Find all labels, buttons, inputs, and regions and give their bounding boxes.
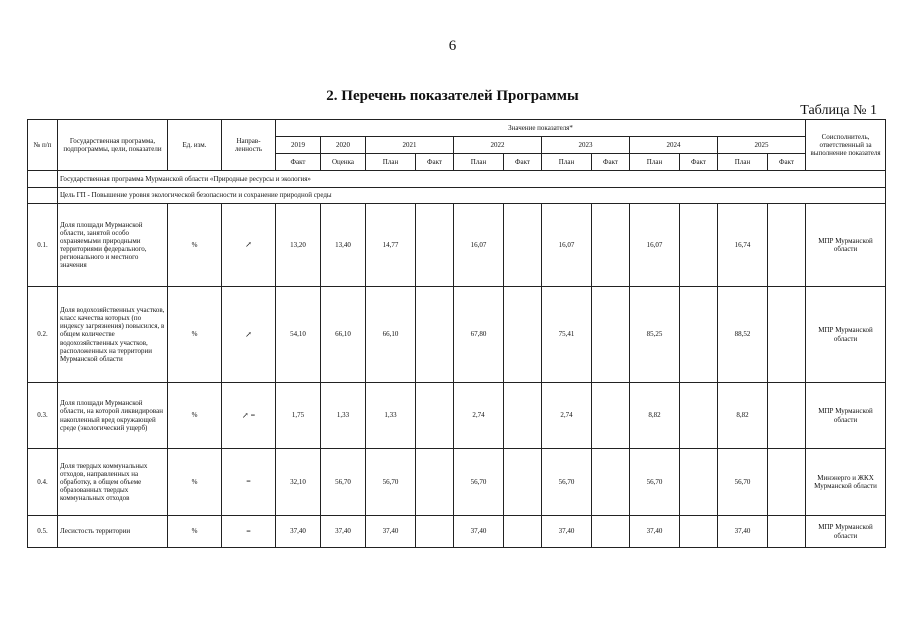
sub-2024-plan: План (630, 154, 680, 171)
row-direction-icon: ↗ (222, 204, 276, 287)
sub-2020-estimate: Оценка (321, 154, 366, 171)
header-responsible: Соисполнитель, ответственный за выполнение показателя (806, 120, 886, 171)
header-direction: Направ-ленность (222, 120, 276, 171)
cell-2022-fact (504, 287, 542, 383)
header-values-title: Значение показателя* (276, 120, 806, 137)
cell-2024-plan: 85,25 (630, 287, 680, 383)
sub-2019-fact: Факт (276, 154, 321, 171)
cell-2025-fact (768, 287, 806, 383)
row-direction-icon: ↗ (222, 287, 276, 383)
cell-2025-plan: 56,70 (718, 449, 768, 516)
year-2021: 2021 (366, 137, 454, 154)
program-row-text: Государственная программа Мурманской области «Природные ресурсы и экология» (58, 171, 886, 188)
cell-2022-fact (504, 449, 542, 516)
header-row-1 (28, 120, 886, 137)
indicators-table (27, 119, 886, 548)
row-num: 0.2. (28, 287, 58, 383)
cell-2023-plan: 16,07 (542, 204, 592, 287)
cell-2025-fact (768, 516, 806, 548)
row-direction-icon: = (222, 516, 276, 548)
row-num: 0.3. (28, 383, 58, 449)
row-unit: % (168, 449, 222, 516)
cell-2023-fact (592, 449, 630, 516)
cell-2025-plan: 8,82 (718, 383, 768, 449)
cell-2019-fact: 1,75 (276, 383, 321, 449)
row-direction-icon: = (222, 449, 276, 516)
cell-2020-estimate: 13,40 (321, 204, 366, 287)
cell-2020-estimate: 56,70 (321, 449, 366, 516)
cell-2021-plan: 37,40 (366, 516, 416, 548)
cell-2021-plan: 66,10 (366, 287, 416, 383)
cell-2019-fact: 32,10 (276, 449, 321, 516)
cell-2024-plan: 8,82 (630, 383, 680, 449)
row-num: 0.4. (28, 449, 58, 516)
sub-2024-fact: Факт (680, 154, 718, 171)
goal-row-num (28, 188, 58, 204)
table-row (28, 383, 886, 449)
table-row (28, 516, 886, 548)
cell-2021-fact (416, 287, 454, 383)
row-num: 0.5. (28, 516, 58, 548)
row-responsible: МПР Мурманской области (806, 204, 886, 287)
cell-2022-plan: 67,80 (454, 287, 504, 383)
row-num: 0.1. (28, 204, 58, 287)
cell-2024-plan: 37,40 (630, 516, 680, 548)
header-unit: Ед. изм. (168, 120, 222, 171)
row-direction-icon: ↗ = (222, 383, 276, 449)
cell-2022-plan: 2,74 (454, 383, 504, 449)
page-number: 6 (448, 38, 457, 54)
sub-2025-fact: Факт (768, 154, 806, 171)
cell-2024-plan: 16,07 (630, 204, 680, 287)
cell-2025-fact (768, 204, 806, 287)
cell-2025-fact (768, 449, 806, 516)
row-unit: % (168, 204, 222, 287)
table-row (28, 204, 886, 287)
goal-row (28, 188, 886, 204)
cell-2022-plan: 16,07 (454, 204, 504, 287)
cell-2024-fact (680, 383, 718, 449)
cell-2020-estimate: 37,40 (321, 516, 366, 548)
year-2023: 2023 (542, 137, 630, 154)
sub-2022-fact: Факт (504, 154, 542, 171)
sub-2021-plan: План (366, 154, 416, 171)
row-indicator-name: Доля твердых коммунальных отходов, направленных на обработку, в общем объеме образованных твердых коммунальных отходов (58, 449, 168, 516)
cell-2024-fact (680, 204, 718, 287)
cell-2023-fact (592, 516, 630, 548)
sub-2025-plan: План (718, 154, 768, 171)
cell-2019-fact: 54,10 (276, 287, 321, 383)
sub-2021-fact: Факт (416, 154, 454, 171)
cell-2019-fact: 13,20 (276, 204, 321, 287)
header-name: Государственная программа, подпрограммы, цели, показатели (58, 120, 168, 171)
cell-2023-fact (592, 204, 630, 287)
cell-2021-fact (416, 449, 454, 516)
cell-2024-fact (680, 449, 718, 516)
year-2019: 2019 (276, 137, 321, 154)
row-indicator-name: Доля водохозяйственных участков, класс качества которых (по индексу загрязнения) повысился, в общем количестве водохозяйственных участков, расположенных на территории Мурманской области (58, 287, 168, 383)
cell-2024-fact (680, 287, 718, 383)
row-responsible: МПР Мурманской области (806, 383, 886, 449)
row-indicator-name: Доля площади Мурманской области, занятой особо охраняемыми природными территориями федерального, регионального и местного значения (58, 204, 168, 287)
year-2024: 2024 (630, 137, 718, 154)
cell-2020-estimate: 66,10 (321, 287, 366, 383)
cell-2022-plan: 56,70 (454, 449, 504, 516)
cell-2021-plan: 56,70 (366, 449, 416, 516)
row-responsible: Минэнерго и ЖКХ Мурманской области (806, 449, 886, 516)
program-row-num (28, 171, 58, 188)
row-unit: % (168, 516, 222, 548)
program-row (28, 171, 886, 188)
cell-2021-fact (416, 383, 454, 449)
year-2025: 2025 (718, 137, 806, 154)
cell-2024-fact (680, 516, 718, 548)
cell-2020-estimate: 1,33 (321, 383, 366, 449)
cell-2023-plan: 37,40 (542, 516, 592, 548)
row-responsible: МПР Мурманской области (806, 287, 886, 383)
cell-2021-plan: 1,33 (366, 383, 416, 449)
cell-2023-plan: 2,74 (542, 383, 592, 449)
cell-2023-fact (592, 287, 630, 383)
row-indicator-name: Лесистость территории (58, 516, 168, 548)
cell-2024-plan: 56,70 (630, 449, 680, 516)
cell-2022-fact (504, 516, 542, 548)
cell-2022-fact (504, 204, 542, 287)
cell-2025-fact (768, 383, 806, 449)
cell-2021-fact (416, 204, 454, 287)
goal-row-text: Цель ГП - Повышение уровня экологической безопасности и сохранение природной среды (58, 188, 886, 204)
cell-2019-fact: 37,40 (276, 516, 321, 548)
cell-2023-plan: 56,70 (542, 449, 592, 516)
sub-2023-fact: Факт (592, 154, 630, 171)
cell-2021-fact (416, 516, 454, 548)
table-label: Таблица № 1 (800, 103, 877, 118)
cell-2022-fact (504, 383, 542, 449)
row-unit: % (168, 287, 222, 383)
table-row (28, 449, 886, 516)
year-2022: 2022 (454, 137, 542, 154)
cell-2025-plan: 16,74 (718, 204, 768, 287)
header-num: № п/п (28, 120, 58, 171)
cell-2025-plan: 88,52 (718, 287, 768, 383)
cell-2023-plan: 75,41 (542, 287, 592, 383)
sub-2023-plan: План (542, 154, 592, 171)
cell-2023-fact (592, 383, 630, 449)
page-heading: 2. Перечень показателей Программы (326, 88, 579, 104)
cell-2021-plan: 14,77 (366, 204, 416, 287)
table-row (28, 287, 886, 383)
cell-2025-plan: 37,40 (718, 516, 768, 548)
cell-2022-plan: 37,40 (454, 516, 504, 548)
row-indicator-name: Доля площади Мурманской области, на которой ликвидирован накопленный вред окружающей среде (экологический ущерб) (58, 383, 168, 449)
year-2020: 2020 (321, 137, 366, 154)
sub-2022-plan: План (454, 154, 504, 171)
row-unit: % (168, 383, 222, 449)
row-responsible: МПР Мурманской области (806, 516, 886, 548)
